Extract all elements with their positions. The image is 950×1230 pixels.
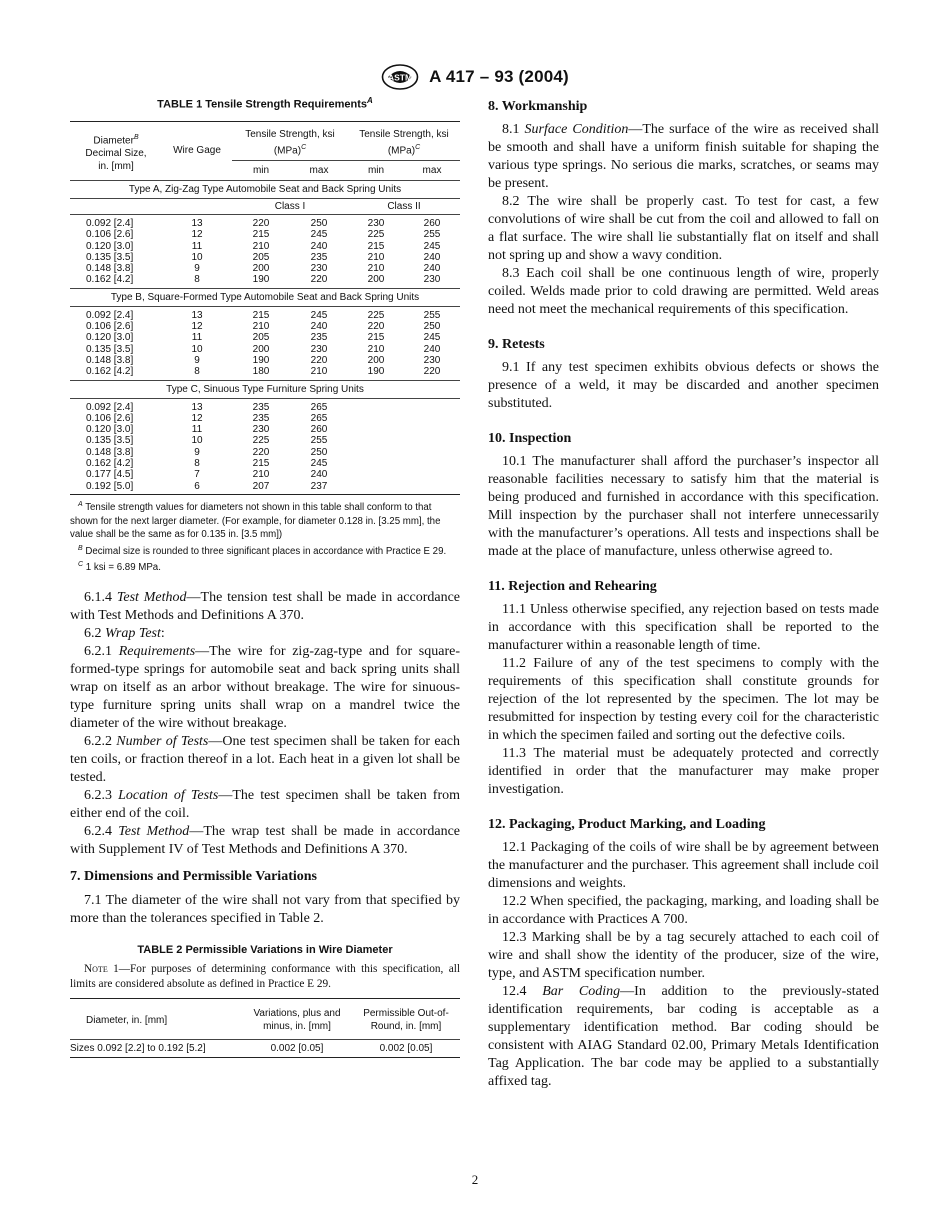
cell-diameter: 0.192 [5.0] bbox=[86, 480, 134, 492]
cell-gage: 10 bbox=[191, 251, 203, 263]
para-10-1: 10.1 The manufacturer shall afford the purchaser’s inspector all reasonable facilities necessary to satisfy him that the material is being produced and furnished in accordance with this specification. Mill inspection by the purchaser shall not interfere unnecessarily with the manufacturer’s operations. All tests and inspections shall be made at the place of manufacture, unless otherwise agreed to. bbox=[488, 454, 879, 559]
left-body-text bbox=[70, 589, 460, 928]
cell-value: 215 bbox=[367, 240, 385, 252]
cell-value: 235 bbox=[310, 251, 328, 263]
left-column bbox=[70, 96, 460, 1058]
para-12-2: 12.2 When specified, the packaging, marking, and loading shall be in accordance with Practices A 700. bbox=[488, 894, 879, 927]
cell-gage: 13 bbox=[162, 214, 232, 229]
table-row bbox=[70, 458, 460, 469]
cell-value: 220 bbox=[232, 214, 290, 229]
cell-value bbox=[348, 398, 404, 413]
cell-value bbox=[348, 469, 404, 480]
para-6-2-3: 6.2.3 Location of Tests—The test specimen shall be taken from either end of the coil. bbox=[70, 788, 460, 822]
cell-value: 230 bbox=[310, 343, 328, 355]
cell-value: 260 bbox=[310, 424, 328, 436]
table-row bbox=[70, 481, 460, 495]
section-12-heading: 12. Packaging, Product Marking, and Loading bbox=[488, 817, 766, 832]
cell-diameter: 0.120 [3.0] bbox=[86, 332, 134, 344]
table-row bbox=[70, 229, 460, 240]
cell-diameter: 0.106 [2.6] bbox=[86, 412, 134, 424]
table-row bbox=[70, 344, 460, 355]
cell-diameter: 0.135 [3.5] bbox=[86, 343, 134, 355]
cell-diameter: 0.120 [3.0] bbox=[86, 240, 134, 252]
para-12-1: 12.1 Packaging of the coils of wire shall be by agreement between the manufacturer and the purchaser. This agreement shall include coil dimensions and weights. bbox=[488, 840, 879, 891]
table-row bbox=[70, 398, 460, 413]
svg-text:ASTM: ASTM bbox=[388, 72, 413, 83]
cell-value: 220 bbox=[310, 354, 328, 366]
cell-gage: 8 bbox=[194, 274, 200, 286]
cell-value: 180 bbox=[252, 366, 270, 378]
cell-value: 215 bbox=[252, 229, 270, 241]
table-row bbox=[70, 355, 460, 366]
cell-gage: 11 bbox=[191, 240, 203, 252]
cell-gage: 7 bbox=[194, 469, 200, 481]
table-row bbox=[70, 214, 460, 229]
cell-value: 225 bbox=[367, 229, 385, 241]
col-tensile-class2: Tensile Strength, ksi (MPa)$^C$ bbox=[348, 121, 460, 160]
cell-value: 240 bbox=[423, 263, 441, 275]
cell-value: 265 bbox=[310, 412, 328, 424]
para-12-4: 12.4 Bar Coding—In addition to the previously-stated identification requirements, bar coding is acceptable as a supplementary identification method. Bar coding should be consistent with AIAG Standard 02.00, Primary Metals Identification Tag Application. The bar code may be applied to a substantially affixed tag. bbox=[488, 984, 879, 1089]
cell-value: 255 bbox=[310, 435, 328, 447]
cell-value: 235 bbox=[232, 398, 290, 413]
para-6-2-2: 6.2.2 Number of Tests—One test specimen shall be taken for each ten coils, or fraction thereof in a lot. Each heat in a given lot shall be tested. bbox=[70, 734, 460, 786]
page-header bbox=[0, 64, 950, 90]
para-12-3: 12.3 Marking shall be by a tag securely attached to each coil of wire and shall show the identity of the producer, size of the wire, type, and ASTM specification number. bbox=[488, 930, 879, 981]
table2 bbox=[70, 998, 460, 1058]
cell-value: 235 bbox=[310, 332, 328, 344]
cell-value: 190 bbox=[252, 354, 270, 366]
cell-diameter: 0.092 [2.4] bbox=[70, 214, 162, 229]
cell-value: 245 bbox=[423, 240, 441, 252]
footnote-c: $^C$ 1 ksi = 6.89 MPa. bbox=[78, 561, 161, 574]
cell-gage: 12 bbox=[191, 412, 203, 424]
cell-value: 220 bbox=[252, 446, 270, 458]
cell-value: 220 bbox=[310, 274, 328, 286]
footnote-a: $^A$ Tensile strength values for diameters not shown in this table shall conform to that shown for the next larger diameter. (For example, for diameter 0.128 in. [3.25 mm], the value shall be the same as for 0.135 in. [3.5 mm]) bbox=[70, 500, 441, 541]
table-row bbox=[70, 332, 460, 343]
astm-logo-icon bbox=[381, 64, 419, 90]
para-6-2-1: 6.2.1 Requirements—The wire for zig-zag-type and for square-formed-type springs for automobile seat and back spring units shall wrap on itself as an arbor without breakage. The wire for sinuous-type furniture spring units shall wrap on a mandrel twice the diameter of the wire without breakage. bbox=[70, 644, 461, 732]
cell-value: 230 bbox=[423, 274, 441, 286]
table2-caption: TABLE 2 Permissible Variations in Wire Diameter bbox=[137, 944, 393, 957]
table-row bbox=[70, 263, 460, 274]
cell-value: 225 bbox=[348, 306, 404, 321]
cell-value: 215 bbox=[252, 458, 270, 470]
table1 bbox=[70, 121, 460, 495]
table-row bbox=[70, 321, 460, 332]
cell-value: 245 bbox=[423, 332, 441, 344]
cell-value: 240 bbox=[310, 321, 328, 333]
cell-value bbox=[404, 413, 460, 424]
cell-diameter: 0.135 [3.5] bbox=[86, 251, 134, 263]
table-row bbox=[70, 469, 460, 480]
cell-diameter: 0.177 [4.5] bbox=[86, 469, 134, 481]
cell-value: 265 bbox=[290, 398, 348, 413]
cell-value: 225 bbox=[252, 435, 270, 447]
page-number: 2 bbox=[471, 1172, 479, 1187]
cell-diameter: 0.148 [3.8] bbox=[86, 446, 134, 458]
cell-value bbox=[404, 398, 460, 413]
class-i-label: Class I bbox=[232, 198, 348, 214]
cell-value: 190 bbox=[367, 366, 385, 378]
cell-value bbox=[348, 435, 404, 446]
table1-caption: TABLE 1 Tensile Strength Requirements$^A$ bbox=[157, 96, 373, 111]
cell-gage: 10 bbox=[191, 343, 203, 355]
cell-value: 190 bbox=[252, 274, 270, 286]
cell-value: 200 bbox=[367, 354, 385, 366]
cell-diameter: 0.162 [4.2] bbox=[86, 458, 134, 470]
cell-diameter: 0.162 [4.2] bbox=[86, 366, 134, 378]
cell-value: 200 bbox=[252, 263, 270, 275]
group-type-b: Type B, Square-Formed Type Automobile Seat and Back Spring Units bbox=[70, 288, 460, 306]
table-row bbox=[70, 274, 460, 288]
cell-value: 240 bbox=[310, 469, 328, 481]
cell-value: 230 bbox=[348, 214, 404, 229]
section-9-heading: 9. Retests bbox=[488, 337, 545, 352]
cell-gage: 9 bbox=[194, 446, 200, 458]
para-9-1: 9.1 If any test specimen exhibits obvious defects or shows the presence of a weld, it may be discarded and another specimen substituted. bbox=[488, 360, 879, 411]
cell-value: 210 bbox=[367, 251, 385, 263]
cell-gage: 13 bbox=[162, 398, 232, 413]
cell-value: 220 bbox=[367, 321, 385, 333]
cell-value: 255 bbox=[404, 306, 460, 321]
cell-value: 245 bbox=[290, 306, 348, 321]
table-row bbox=[70, 413, 460, 424]
col-max2: max bbox=[404, 160, 460, 180]
cell-gage: 10 bbox=[191, 435, 203, 447]
cell-value bbox=[348, 447, 404, 458]
cell-gage: 9 bbox=[194, 263, 200, 275]
col-diameter: Diameter$^B$ Decimal Size, in. [mm] bbox=[70, 121, 162, 180]
table-row bbox=[70, 366, 460, 380]
table1-footnotes bbox=[70, 498, 460, 575]
cell-gage: 11 bbox=[191, 424, 203, 436]
section-11-heading: 11. Rejection and Rehearing bbox=[488, 579, 657, 594]
para-8-1: 8.1 Surface Condition—The surface of the wire as received shall be smooth and shall have a uniform finish suitable for shaping the various type springs. No serious die marks, scratches, or seams may be present. bbox=[488, 122, 879, 191]
group-type-a: Type A, Zig-Zag Type Automobile Seat and Back Spring Units bbox=[70, 180, 460, 198]
section-7-heading: 7. Dimensions and Permissible Variations bbox=[70, 869, 317, 885]
table-row bbox=[70, 435, 460, 446]
cell-gage: 9 bbox=[194, 354, 200, 366]
cell-value: 215 bbox=[367, 332, 385, 344]
cell-value: 240 bbox=[423, 343, 441, 355]
cell-value: 210 bbox=[252, 469, 270, 481]
cell-value: 210 bbox=[252, 240, 270, 252]
col-min2: min bbox=[348, 160, 404, 180]
cell-value: 210 bbox=[252, 321, 270, 333]
cell-diameter: 0.135 [3.5] bbox=[86, 435, 134, 447]
document-designation: A 417 – 93 (2004) bbox=[429, 67, 569, 86]
cell-value bbox=[404, 469, 460, 480]
cell-value: 210 bbox=[310, 366, 328, 378]
cell-value: 245 bbox=[310, 458, 328, 470]
cell-value: 250 bbox=[290, 214, 348, 229]
para-8-2: 8.2 The wire shall be properly cast. To test for cast, a few convolutions of wire shall be cut from the coil and allowed to fall on a flat surface. The wire shall lie substantially flat on itself and shall not spring up and show a wavy condition. bbox=[488, 194, 879, 263]
cell-gage: 11 bbox=[191, 332, 203, 344]
class-ii-label: Class II bbox=[348, 198, 460, 214]
cell-value: 230 bbox=[252, 424, 270, 436]
table-row bbox=[70, 447, 460, 458]
col-min1: min bbox=[232, 160, 290, 180]
para-11-2: 11.2 Failure of any of the test specimens to comply with the requirements of this specification shall constitute grounds for rejection of the lot represented by the specimen. The lot may be resubmitted for inspection by testing every coil for the characteristic in which the specimen failed and sorting out the defective coils. bbox=[488, 656, 879, 743]
para-6-2-4: 6.2.4 Test Method—The wrap test shall be made in accordance with Supplement IV of Test Methods and Definitions A 370. bbox=[70, 824, 460, 858]
cell-value: 230 bbox=[423, 354, 441, 366]
cell-value bbox=[348, 424, 404, 435]
section-8-heading: 8. Workmanship bbox=[488, 99, 588, 114]
t2-col-variations: Variations, plus and minus, in. [mm] bbox=[242, 999, 352, 1040]
cell-value: 210 bbox=[367, 343, 385, 355]
cell-value: 250 bbox=[423, 321, 441, 333]
cell-value: 220 bbox=[423, 366, 441, 378]
table-row: Sizes 0.092 [2.2] to 0.192 [5.2] 0.002 [0.05] 0.002 [0.05] bbox=[70, 1040, 460, 1058]
cell-diameter: 0.148 [3.8] bbox=[86, 354, 134, 366]
footnote-b: $^B$ Decimal size is rounded to three significant places in accordance with Practice E 29. bbox=[78, 544, 447, 557]
cell-diameter: 0.106 [2.6] bbox=[86, 229, 134, 241]
para-6-1-4: 6.1.4 Test Method—The tension test shall be made in accordance with Test Methods and Definitions A 370. bbox=[70, 590, 460, 624]
group-type-c: Type C, Sinuous Type Furniture Spring Units bbox=[70, 380, 460, 398]
cell-value bbox=[404, 481, 460, 495]
para-11-1: 11.1 Unless otherwise specified, any rejection based on tests made in accordance with this specification shall be reported to the manufacturer within a reasonable length of time. bbox=[488, 602, 879, 653]
cell-value: 240 bbox=[310, 240, 328, 252]
cell-gage: 12 bbox=[191, 321, 203, 333]
para-11-3: 11.3 The material must be adequately protected and correctly identified in order that the manufacturer may make proper investigation. bbox=[488, 746, 879, 797]
table-row bbox=[70, 424, 460, 435]
cell-diameter: 0.092 [2.4] bbox=[70, 398, 162, 413]
t2-col-out-of-round: Permissible Out-of- Round, in. [mm] bbox=[352, 999, 460, 1040]
para-8-3: 8.3 Each coil shall be one continuous length of wire, properly coiled. Welds made prior to cold drawing are permitted. Weld areas need not meet the mechanical requirements of this specification. bbox=[488, 266, 879, 317]
cell-value bbox=[404, 435, 460, 446]
cell-diameter: 0.162 [4.2] bbox=[86, 274, 134, 286]
table-row bbox=[70, 252, 460, 263]
section-10-heading: 10. Inspection bbox=[488, 431, 572, 446]
cell-gage: 12 bbox=[191, 229, 203, 241]
cell-value bbox=[348, 413, 404, 424]
col-wire-gage: Wire Gage bbox=[162, 121, 232, 180]
cell-gage: 8 bbox=[194, 458, 200, 470]
cell-value: 200 bbox=[252, 343, 270, 355]
cell-value: 237 bbox=[310, 480, 328, 492]
cell-value bbox=[404, 458, 460, 469]
cell-value: 205 bbox=[252, 332, 270, 344]
cell-value: 200 bbox=[367, 274, 385, 286]
cell-value: 207 bbox=[252, 480, 270, 492]
cell-value: 260 bbox=[404, 214, 460, 229]
cell-value: 240 bbox=[423, 251, 441, 263]
cell-diameter: 0.148 [3.8] bbox=[86, 263, 134, 275]
col-tensile-class1: Tensile Strength, ksi (MPa)$^C$ bbox=[232, 121, 348, 160]
cell-value: 210 bbox=[367, 263, 385, 275]
cell-value bbox=[348, 481, 404, 495]
cell-diameter: 0.092 [2.4] bbox=[70, 306, 162, 321]
para-7-1: 7.1 The diameter of the wire shall not vary from that specified by more than the tolerances specified in Table 2. bbox=[70, 893, 460, 927]
para-6-2: 6.2 Wrap Test: bbox=[84, 626, 165, 642]
cell-value: 235 bbox=[252, 412, 270, 424]
table2-note: Note 1—For purposes of determining conformance with this specification, all limits are considered absolute as defined in Practice E 29. bbox=[70, 963, 460, 991]
cell-gage: 8 bbox=[194, 366, 200, 378]
cell-value: 255 bbox=[423, 229, 441, 241]
cell-diameter: 0.120 [3.0] bbox=[86, 424, 134, 436]
col-max1: max bbox=[290, 160, 348, 180]
cell-gage: 6 bbox=[194, 480, 200, 492]
cell-value bbox=[404, 447, 460, 458]
cell-value: 205 bbox=[252, 251, 270, 263]
cell-value: 215 bbox=[232, 306, 290, 321]
cell-value: 250 bbox=[310, 446, 328, 458]
cell-value bbox=[348, 458, 404, 469]
cell-value bbox=[404, 424, 460, 435]
cell-diameter: 0.106 [2.6] bbox=[86, 321, 134, 333]
cell-value: 245 bbox=[310, 229, 328, 241]
cell-value: 230 bbox=[310, 263, 328, 275]
table-row bbox=[70, 241, 460, 252]
t2-col-diameter: Diameter, in. [mm] bbox=[70, 999, 242, 1040]
table-row bbox=[70, 306, 460, 321]
cell-gage: 13 bbox=[162, 306, 232, 321]
right-column bbox=[488, 98, 879, 1091]
